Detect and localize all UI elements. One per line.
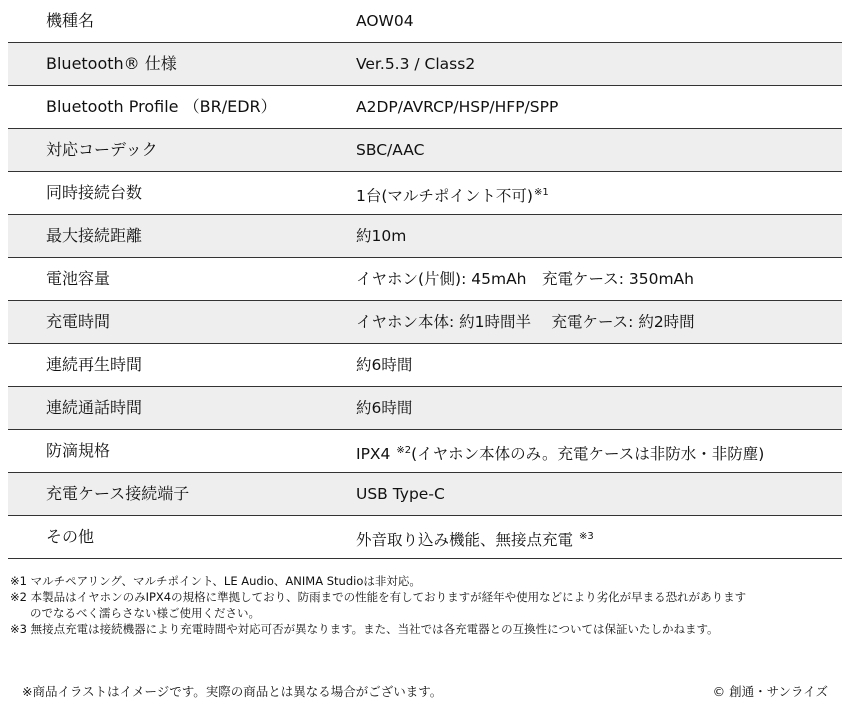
spec-value-text: 外音取り込み機能、無接点充電 — [356, 531, 578, 549]
spec-value — [356, 430, 764, 472]
footnote-1: ※1 マルチペアリング、マルチポイント、LE Audio、ANIMA Studioは非対応。 — [10, 574, 421, 588]
spec-label: 充電時間 — [46, 312, 111, 331]
footnote-marker: ※1 — [533, 187, 549, 198]
spec-label: 防滴規格 — [46, 441, 111, 460]
spec-label: その他 — [46, 527, 95, 546]
footnote-2-line-1: ※2 本製品はイヤホンのみIPX4の規格に準拠しており、防雨までの性能を有しておりますが経年や使用などにより劣化が早まる恐れがあります — [10, 590, 747, 604]
spec-label: 連続通話時間 — [46, 398, 143, 417]
spec-value — [356, 516, 594, 558]
spec-row-max-distance — [8, 215, 842, 258]
spec-label: 機種名 — [46, 11, 95, 30]
spec-row-codec — [8, 129, 842, 172]
spec-value — [356, 172, 549, 214]
spec-label: Bluetooth® 仕様 — [46, 54, 177, 73]
spec-label: 連続再生時間 — [46, 355, 143, 374]
spec-row-water-resistance — [8, 430, 842, 473]
spec-row-model — [8, 0, 842, 43]
spec-row-battery — [8, 258, 842, 301]
spec-value: A2DP/AVRCP/HSP/HFP/SPP — [356, 98, 559, 116]
footnote-marker: ※2 — [396, 445, 412, 456]
spec-value: 約6時間 — [356, 399, 413, 417]
footnote-marker: ※3 — [578, 531, 594, 542]
footnote-2 — [10, 589, 845, 621]
spec-value-text: 1台(マルチポイント不可) — [356, 187, 533, 205]
spec-row-charge-time — [8, 301, 842, 344]
spec-value: イヤホン本体: 約1時間半 充電ケース: 約2時間 — [356, 313, 695, 331]
spec-value: 約6時間 — [356, 356, 413, 374]
spec-value: AOW04 — [356, 12, 414, 30]
spec-label: 充電ケース接続端子 — [46, 484, 190, 503]
footnote-2-line-2: のでなるべく濡らさない様ご使用ください。 — [30, 606, 260, 620]
spec-value: SBC/AAC — [356, 141, 425, 159]
spec-row-talk-time — [8, 387, 842, 430]
spec-label: 対応コーデック — [46, 140, 158, 159]
spec-value: Ver.5.3 / Class2 — [356, 55, 476, 73]
spec-value: イヤホン(片側): 45mAh 充電ケース: 350mAh — [356, 270, 694, 288]
footnotes — [10, 573, 845, 637]
spec-row-charging-port — [8, 473, 842, 516]
spec-row-bluetooth-version — [8, 43, 842, 86]
spec-table — [8, 0, 842, 559]
spec-row-bluetooth-profile — [8, 86, 842, 129]
spec-label: 電池容量 — [46, 269, 111, 288]
image-disclaimer: ※商品イラストはイメージです。実際の商品とは異なる場合がございます。 — [22, 684, 443, 699]
spec-value-text: (イヤホン本体のみ。充電ケースは非防水・非防塵) — [411, 445, 765, 463]
spec-label: 最大接続距離 — [46, 226, 143, 245]
copyright: © 創通・サンライズ — [712, 684, 828, 699]
spec-row-simultaneous-connections — [8, 172, 842, 215]
spec-label: Bluetooth Profile （BR/EDR） — [46, 97, 277, 116]
spec-label: 同時接続台数 — [46, 183, 143, 202]
spec-value: USB Type-C — [356, 485, 445, 503]
spec-value: 約10m — [356, 227, 407, 245]
footnote-3: ※3 無接点充電は接続機器により充電時間や対応可否が異なります。また、当社では各充電器との互換性については保証いたしかねます。 — [10, 622, 719, 636]
spec-row-other — [8, 516, 842, 559]
spec-value-prefix: IPX4 — [356, 445, 396, 463]
spec-row-playback-time — [8, 344, 842, 387]
